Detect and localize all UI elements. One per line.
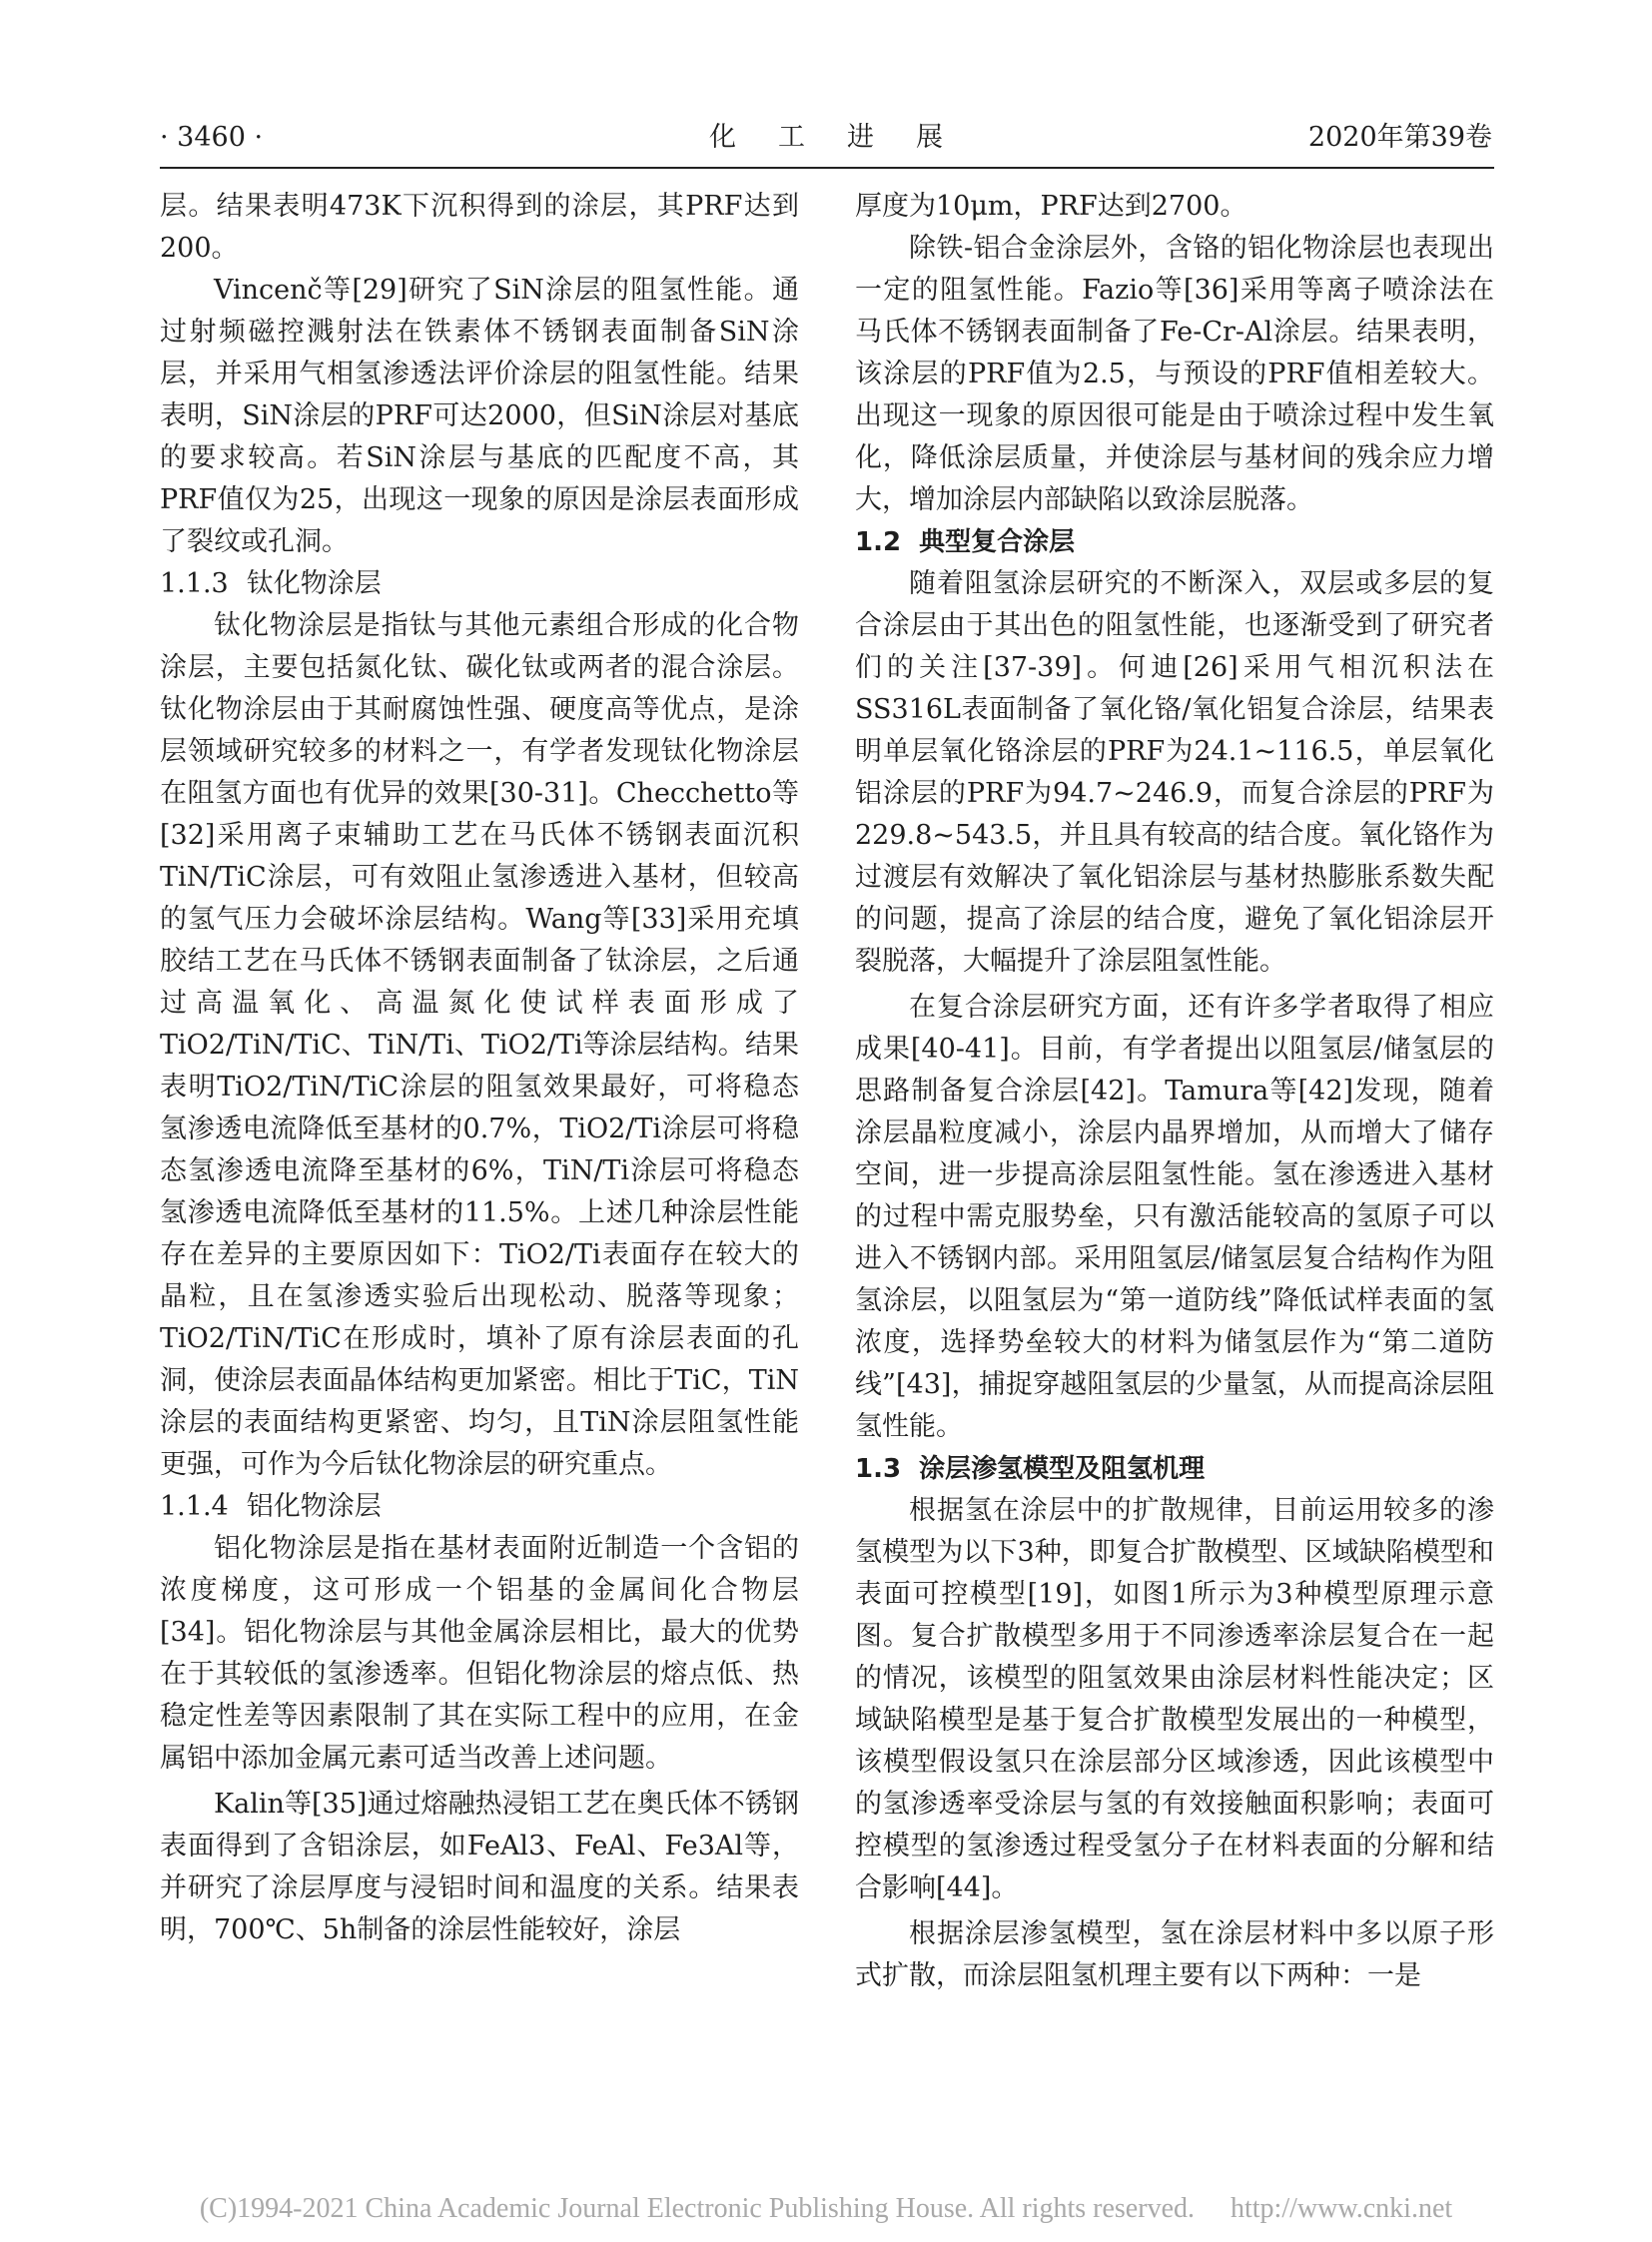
paragraph: 钛化物涂层是指钛与其他元素组合形成的化合物涂层，主要包括氮化钛、碳化钛或两者的混合涂层。钛化物涂层由于其耐腐蚀性强、硬度高等优点，是涂层领域研究较多的材料之一，有学者发现钛化物涂层在阻氢方面也有优异的效果[30-31]。Checchetto等[32]采用离子束辅助工艺在马氏体不锈钢表面沉积TiN/TiC涂层，可有效阻止氢渗透进入基材，但较高的氢气压力会破坏涂层结构。Wang等[33]采用充填胶结工艺在马氏体不锈钢表面制备了钛涂层，之后通过高温氧化、高温氮化使试样表面形成了TiO2/TiN/TiC、TiN/Ti、TiO2/Ti等涂层结构。结果表明TiO2/TiN/TiC涂层的阻氢效果最好，可将稳态氢渗透电流降低至基材的0.7%，TiO2/Ti涂层可将稳态氢渗透电流降至基材的6%，TiN/Ti涂层可将稳态氢渗透电流降低至基材的11.5%。上述几种涂层性能存在差异的主要原因如下：TiO2/Ti表面存在较大的晶粒，且在氢渗透实验后出现松动、脱落等现象；TiO2/TiN/TiC在形成时，填补了原有涂层表面的孔洞，使涂层表面晶体结构更加紧密。相比于TiC，TiN涂层的表面结构更紧密、均匀，且TiN涂层阻氢性能更强，可作为今后钛化物涂层的研究重点。 bbox=[160, 610, 799, 1480]
section-heading bbox=[160, 563, 799, 605]
paragraph: 铝化物涂层是指在基材表面附近制造一个含铝的浓度梯度，这可形成一个铝基的金属间化合物层[34]。铝化物涂层与其他金属涂层相比，最大的优势在于其较低的氢渗透率。但铝化物涂层的熔点低、热稳定性差等因素限制了其在实际工程中的应用，在金属铝中添加金属元素可适当改善上述问题。 bbox=[160, 1533, 799, 1774]
right-column bbox=[855, 186, 1494, 1997]
section-number: 1.1.3 bbox=[160, 568, 229, 599]
section-title: 涂层渗氢模型及阻氢机理 bbox=[919, 1454, 1206, 1484]
section-title: 钛化物涂层 bbox=[246, 568, 382, 599]
paragraph: Kalin等[35]通过熔融热浸铝工艺在奥氏体不锈钢表面得到了含铝涂层，如FeAl3、FeAl、Fe3Al等，并研究了涂层厚度与浸铝时间和温度的关系。结果表明，700℃、5h制备的涂层性能较好，涂层 bbox=[160, 1789, 799, 1945]
journal-title: 化工进展 bbox=[709, 122, 985, 153]
footer-url[interactable]: http://www.cnki.net bbox=[1231, 2193, 1453, 2224]
section-title: 典型复合涂层 bbox=[919, 527, 1076, 557]
section-heading bbox=[160, 1486, 799, 1528]
header-rule bbox=[160, 167, 1494, 169]
footer bbox=[0, 2193, 1652, 2225]
paragraph: 厚度为10μm，PRF达到2700。 bbox=[855, 191, 1247, 222]
paragraph: 根据涂层渗氢模型，氢在涂层材料中多以原子形式扩散，而涂层阻氢机理主要有以下两种：一是 bbox=[855, 1918, 1494, 1991]
section-number: 1.3 bbox=[855, 1454, 902, 1484]
paragraph: 根据氢在涂层中的扩散规律，目前运用较多的渗氢模型为以下3种，即复合扩散模型、区域缺陷模型和表面可控模型[19]，如图1所示为3种模型原理示意图。复合扩散模型多用于不同渗透率涂层复合在一起的情况，该模型的阻氢效果由涂层材料性能决定；区域缺陷模型是基于复合扩散模型发展出的一种模型，该模型假设氢只在涂层部分区域渗透，因此该模型中的氢渗透率受涂层与氢的有效接触面积影响；表面可控模型的氢渗透过程受氢分子在材料表面的分解和结合影响[44]。 bbox=[855, 1495, 1494, 1903]
paragraph: 在复合涂层研究方面，还有许多学者取得了相应成果[40-41]。目前，有学者提出以阻氢层/储氢层的思路制备复合涂层[42]。Tamura等[42]发现，随着涂层晶粒度减小，涂层内晶界增加，从而增大了储存空间，进一步提高涂层阻氢性能。氢在渗透进入基材的过程中需克服势垒，只有激活能较高的氢原子可以进入不锈钢内部。采用阻氢层/储氢层复合结构作为阻氢涂层，以阻氢层为“第一道防线”降低试样表面的氢浓度，选择势垒较大的材料为储氢层作为“第二道防线”[43]，捕捉穿越阻氢层的少量氢，从而提高涂层阻氢性能。 bbox=[855, 992, 1494, 1442]
page-number: · 3460 · bbox=[160, 122, 264, 153]
section-heading bbox=[855, 1448, 1494, 1490]
section-number: 1.2 bbox=[855, 527, 902, 557]
paragraph: 随着阻氢涂层研究的不断深入，双层或多层的复合涂层由于其出色的阻氢性能，也逐渐受到了研究者们的关注[37-39]。何迪[26]采用气相沉积法在SS316L表面制备了氧化铬/氧化铝复合涂层，结果表明单层氧化铬涂层的PRF为24.1~116.5，单层氧化铝涂层的PRF为94.7~246.9，而复合涂层的PRF为229.8~543.5，并且具有较高的结合度。氧化铬作为过渡层有效解决了氧化铝涂层与基材热膨胀系数失配的问题，提高了涂层的结合度，避免了氧化铝涂层开裂脱落，大幅提升了涂层阻氢性能。 bbox=[855, 568, 1494, 977]
left-column bbox=[160, 186, 799, 1951]
issue-label: 2020年第39卷 bbox=[1307, 122, 1492, 153]
paragraph: 除铁-铝合金涂层外，含铬的铝化物涂层也表现出一定的阻氢性能。Fazio等[36]采用等离子喷涂法在马氏体不锈钢表面制备了Fe-Cr-Al涂层。结果表明，该涂层的PRF值为2.5，与预设的PRF值相差较大。出现这一现象的原因很可能是由于喷涂过程中发生氧化，降低涂层质量，并使涂层与基材间的残余应力增大，增加涂层内部缺陷以致涂层脱落。 bbox=[855, 233, 1494, 515]
paragraph: Vincenč等[29]研究了SiN涂层的阻氢性能。通过射频磁控溅射法在铁素体不锈钢表面制备SiN涂层，并采用气相氢渗透法评价涂层的阻氢性能。结果表明，SiN涂层的PRF可达2000，但SiN涂层对基底的要求较高。若SiN涂层与基底的匹配度不高，其PRF值仅为25，出现这一现象的原因是涂层表面形成了裂纹或孔洞。 bbox=[160, 275, 799, 557]
copyright-notice: (C)1994-2021 China Academic Journal Electronic Publishing House. All rights reserved. bbox=[199, 2193, 1195, 2224]
section-title: 铝化物涂层 bbox=[246, 1491, 382, 1522]
paragraph: 层。结果表明473K下沉积得到的涂层，其PRF达到200。 bbox=[160, 191, 799, 264]
section-number: 1.1.4 bbox=[160, 1491, 229, 1522]
section-heading bbox=[855, 521, 1494, 563]
